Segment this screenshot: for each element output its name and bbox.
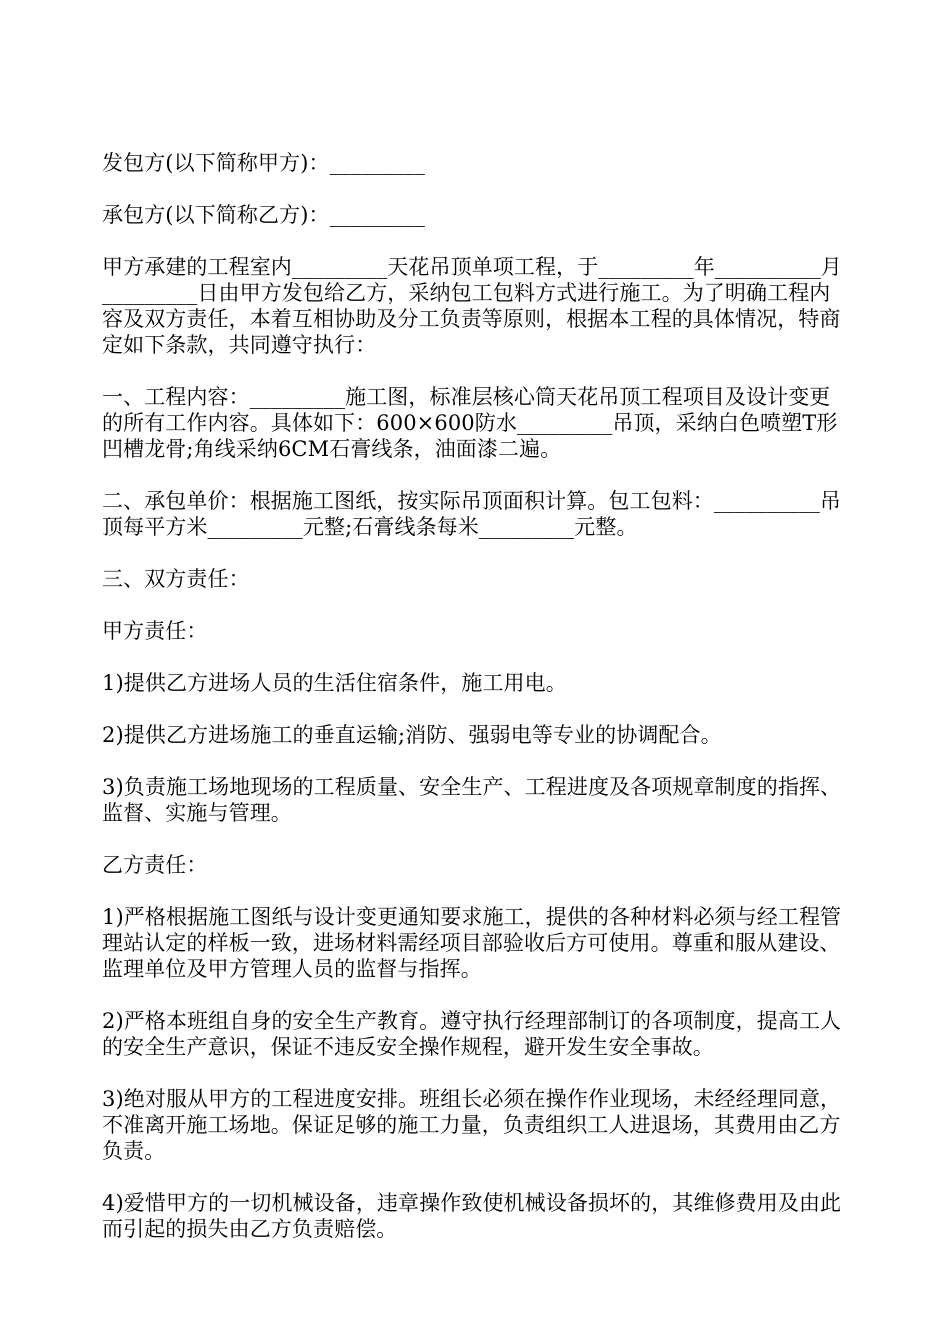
party-a-responsibilities-heading: 甲方责任：: [102, 619, 208, 643]
party-a-line: 发包方(以下简称甲方)：_________: [102, 151, 425, 175]
party-a-item-3: 3)负责施工场地现场的工程质量、安全生产、工程进度及各项规章制度的指挥、监督、实施与管理。: [102, 775, 842, 825]
clause-1-work-content: 一、工程内容：_________施工图，标准层核心筒天花吊顶工程项目及设计变更的所有工作内容。具体如下：600×600防水_________吊顶，采纳白色喷塑T形凹槽龙骨;角线采纳6CM石膏线条，油面漆二遍。: [102, 385, 838, 461]
party-b-item-3: 3)绝对服从甲方的工程进度安排。班组长必须在操作作业现场，未经经理同意，不准离开施工场地。保证足够的施工力量，负责组织工人进退场，其费用由乙方负责。: [102, 1087, 842, 1163]
party-b-item-2: 2)严格本班组自身的安全生产教育。遵守执行经理部制订的各项制度，提高工人的安全生产意识，保证不违反安全操作规程，避开发生安全事故。: [102, 1009, 842, 1059]
intro-paragraph: 甲方承建的工程室内_________天花吊顶单项工程，于_________年__________月_________日由甲方发包给乙方，采纳包工包料方式进行施工。为了明确工程内容及双方责任，本着互相协助及分工负责等原则，根据本工程的具体情况，特商定如下条款，共同遵守执行：: [102, 255, 842, 357]
party-b-responsibilities-heading: 乙方责任：: [102, 853, 208, 877]
party-a-item-1: 1)提供乙方进场人员的生活住宿条件，施工用电。: [102, 671, 567, 695]
document-body: [102, 150, 850, 1268]
party-b-item-4: 4)爱惜甲方的一切机械设备，违章操作致使机械设备损坏的，其维修费用及由此而引起的损失由乙方负责赔偿。: [102, 1191, 842, 1241]
clause-2-unit-price: 二、承包单价：根据施工图纸，按实际吊顶面积计算。包工包料：__________吊顶每平方米_________元整;石膏线条每米_________元整。: [102, 489, 841, 539]
party-b-line: 承包方(以下简称乙方)：_________: [102, 203, 425, 227]
party-a-item-2: 2)提供乙方进场施工的垂直运输;消防、强弱电等专业的协调配合。: [102, 723, 722, 747]
party-b-item-1: 1)严格根据施工图纸与设计变更通知要求施工，提供的各种材料必须与经工程管理站认定的样板一致，进场材料需经项目部验收后方可使用。尊重和服从建设、监理单位及甲方管理人员的监督与指挥。: [102, 905, 842, 981]
clause-3-heading: 三、双方责任：: [102, 567, 250, 591]
